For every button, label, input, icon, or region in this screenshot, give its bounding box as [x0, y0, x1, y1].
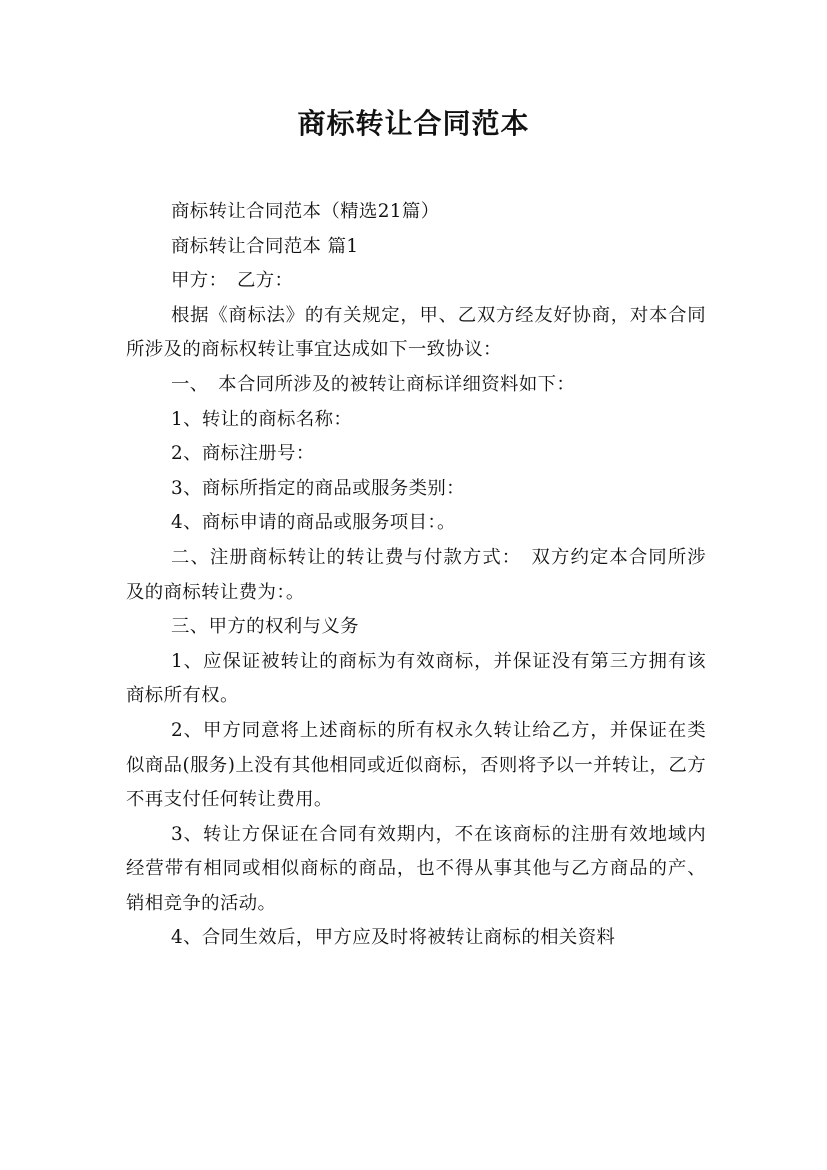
document-title: 商标转让合同范本	[297, 107, 530, 140]
paragraph-chapter-heading: 商标转让合同范本 篇1	[171, 235, 359, 257]
paragraph-category: 3、商标所指定的商品或服务类别：	[171, 477, 465, 499]
paragraph-trademark-name: 1、转让的商标名称：	[171, 408, 353, 430]
paragraph-parties: 甲方： 乙方：	[171, 270, 294, 292]
paragraph-section-two: 二、注册商标转让的转让费与付款方式： 双方约定本合同所涉及的商标转让费为：。	[126, 546, 706, 603]
paragraph-subtitle: 商标转让合同范本（精选21篇）	[171, 201, 440, 222]
paragraph-obligation-1: 1、应保证被转让的商标为有效商标，并保证没有第三方拥有该商标所有权。	[126, 650, 706, 707]
paragraph-registration-number: 2、商标注册号：	[171, 443, 315, 465]
paragraph-section-one: 一、 本合同所涉及的被转让商标详细资料如下：	[171, 373, 576, 395]
paragraph-obligation-4: 4、合同生效后，甲方应及时将被转让商标的相关资料	[171, 927, 616, 949]
paragraph-preamble: 根据《商标法》的有关规定，甲、乙双方经友好协商，对本合同所涉及的商标权转让事宜达成如下一致协议：	[126, 304, 706, 361]
paragraph-obligation-2: 2、甲方同意将上述商标的所有权永久转让给乙方，并保证在类似商品(服务)上没有其他相同或近似商标，否则将予以一并转让，乙方不再支付任何转让费用。	[126, 719, 706, 811]
paragraph-items: 4、商标申请的商品或服务项目：。	[171, 512, 456, 534]
paragraph-section-three: 三、甲方的权利与义务	[171, 616, 359, 638]
document-body	[126, 195, 706, 956]
paragraph-obligation-3: 3、转让方保证在合同有效期内，不在该商标的注册有效地域内经营带有相同或相似商标的商品，也不得从事其他与乙方商品的产、销相竞争的活动。	[126, 823, 706, 914]
